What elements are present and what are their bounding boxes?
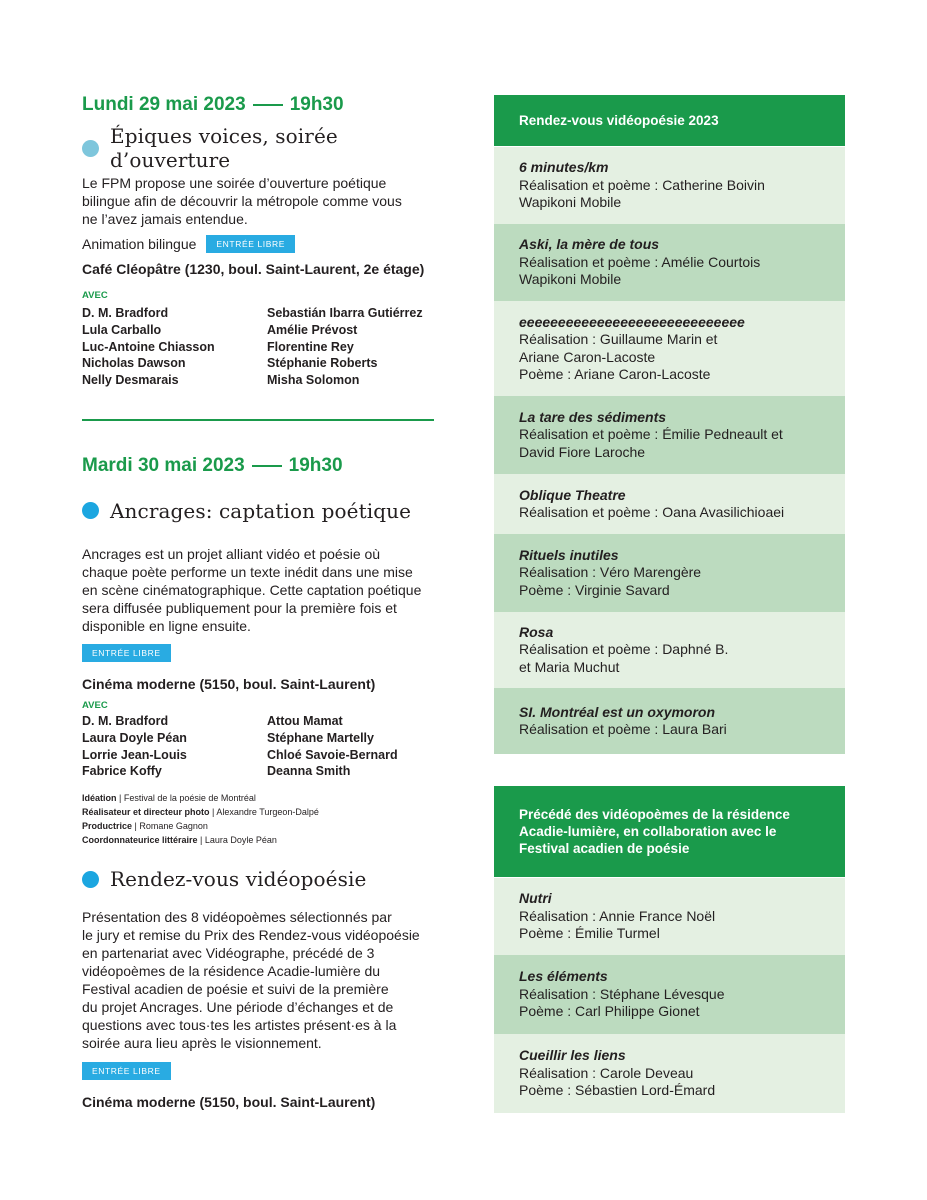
credit-name: Festival de la poésie de Montréal	[123, 793, 256, 804]
video-title: Les éléments	[519, 968, 608, 985]
bullet-dot-icon	[82, 140, 99, 157]
video-credit: Poème : Carl Philippe Gionet	[519, 1003, 700, 1020]
video-entry	[494, 224, 845, 301]
avec-label: AVEC	[82, 699, 108, 711]
description-line: en partenariat avec Vidéographe, précédé de 3	[82, 945, 375, 962]
video-credit: Réalisation : Annie France Noël	[519, 907, 716, 924]
credit-line	[82, 820, 434, 834]
description-line: sera diffusée publiquement pour la première fois et	[82, 599, 397, 616]
video-credit: Réalisation et poème : Daphné B.	[519, 641, 729, 658]
artist-name: Lula Carballo	[82, 322, 162, 337]
artist-name: Sebastián Ibarra Gutiérrez	[267, 306, 423, 320]
video-title: Oblique Theatre	[519, 486, 626, 503]
description-line: Ancrages est un projet alliant vidéo et poésie où	[82, 545, 381, 562]
video-title: Rituels inutiles	[519, 546, 619, 563]
artist-name: D. M. Bradford	[82, 713, 169, 728]
event-title-row-epiques	[82, 124, 434, 172]
credit-line	[82, 806, 434, 820]
program-left-column	[82, 92, 434, 1110]
credit-name: Romane Gagnon	[139, 820, 208, 831]
event-title: Ancrages: captation poétique	[110, 498, 412, 523]
video-credit: Poème : Sébastien Lord-Émard	[519, 1082, 716, 1099]
video-entry	[494, 878, 845, 955]
animation-label: Animation bilingue	[82, 236, 197, 252]
credit-line	[82, 792, 434, 806]
video-entry	[494, 534, 845, 612]
description-line: Le FPM propose une soirée d’ouverture poétique	[82, 175, 387, 191]
event-title-row-videopoesie	[82, 865, 434, 893]
artist-name: Luc-Antoine Chiasson	[82, 339, 215, 354]
avec-label: AVEC	[82, 290, 108, 301]
video-title: SI. Montréal est un oxymoron	[519, 703, 716, 720]
artist-name: Florentine Rey	[267, 339, 354, 354]
bullet-dot-icon	[82, 871, 99, 888]
free-entry-badge: ENTRÉE LIBRE	[206, 235, 295, 253]
video-entry	[494, 474, 845, 534]
video-credit: Poème : Ariane Caron-Lacoste	[519, 366, 711, 382]
videopoesie-2023-header: Rendez-vous vidéopoésie 2023	[494, 95, 845, 146]
venue: Cinéma moderne (5150, boul. Saint-Laurent)	[82, 1094, 376, 1111]
credit-separator: |	[116, 793, 124, 804]
video-credit: Réalisation : Guillaume Marin et	[519, 331, 718, 347]
artist-name: Fabrice Koffy	[82, 764, 162, 779]
video-credit: Ariane Caron-Lacoste	[519, 348, 656, 365]
video-credit: Réalisation et poème : Oana Avasilichioaei	[519, 504, 785, 520]
section-divider	[82, 419, 434, 421]
video-title: Nutri	[519, 890, 552, 907]
video-credit: Poème : Virginie Savard	[519, 581, 670, 598]
video-credit: Réalisation : Carole Deveau	[519, 1064, 694, 1081]
acadie-lumiere-header	[494, 786, 845, 877]
credit-role: Coordonnateurice littéraire	[82, 834, 198, 845]
description-line: du projet Ancrages. Une période d’échanges et de	[82, 999, 394, 1016]
video-credit: Réalisation : Stéphane Lévesque	[519, 985, 725, 1002]
artist-name: D. M. Bradford	[82, 306, 169, 320]
video-entry	[494, 147, 845, 224]
header-line: Acadie-lumière, en collaboration avec le	[519, 824, 777, 839]
video-entry	[494, 396, 845, 474]
date-heading-monday	[82, 92, 434, 118]
header-line: Festival acadien de poésie	[519, 841, 690, 856]
artist-name: Deanna Smith	[267, 764, 351, 779]
video-credit: Réalisation et poème : Amélie Courtois	[519, 253, 761, 270]
video-entry	[494, 301, 845, 396]
venue: Cinéma moderne (5150, boul. Saint-Laurent)	[82, 675, 376, 692]
venue: Café Cléopâtre (1230, boul. Saint-Laurent, 2e étage)	[82, 261, 425, 277]
event-description	[82, 545, 434, 635]
free-entry-badge: ENTRÉE LIBRE	[82, 644, 171, 662]
video-credit: Poème : Émilie Turmel	[519, 925, 660, 942]
video-title: La tare des sédiments	[519, 408, 667, 425]
event-description	[82, 908, 434, 1052]
video-credit: Wapikoni Mobile	[519, 271, 622, 288]
description-line: le jury et remise du Prix des Rendez-vous vidéopoésie	[82, 927, 420, 944]
date-label: Mardi 30 mai 2023	[82, 454, 245, 476]
artist-name: Nicholas Dawson	[82, 356, 186, 371]
artist-name: Amélie Prévost	[267, 322, 358, 337]
credit-name: Alexandre Turgeon-Dalpé	[216, 806, 319, 817]
video-title: eeeeeeeeeeeeeeeeeeeeeeeeeeeee	[519, 313, 745, 330]
artist-name: Nelly Desmarais	[82, 373, 179, 388]
video-entry	[494, 612, 845, 688]
video-credit: Réalisation et poème : Émilie Pedneault et	[519, 426, 783, 443]
program-right-column	[494, 95, 845, 1113]
date-label: Lundi 29 mai 2023	[82, 94, 246, 115]
event-title-row-ancrages	[82, 497, 434, 525]
artist-name: Laura Doyle Péan	[82, 730, 187, 745]
credit-name: Laura Doyle Péan	[204, 834, 277, 845]
event-description	[82, 174, 434, 228]
video-entry	[494, 688, 845, 754]
artist-list	[82, 305, 434, 389]
description-line: ne l’avez jamais entendue.	[82, 211, 248, 227]
description-line: questions avec tous·tes les artistes présent·es à la	[82, 1017, 397, 1034]
video-title: Cueillir les liens	[519, 1047, 626, 1064]
video-title: Rosa	[519, 623, 554, 640]
credit-role: Idéation	[82, 793, 117, 804]
description-line: vidéopoèmes de la résidence Acadie-lumière du	[82, 963, 381, 980]
description-line: Festival acadien de poésie et suivi de la première	[82, 981, 389, 998]
time-label: 19h30	[289, 94, 344, 115]
badge-row	[82, 1061, 434, 1080]
credit-role: Réalisateur et directeur photo	[82, 806, 210, 817]
video-credit: Wapikoni Mobile	[519, 194, 622, 211]
credit-separator: |	[197, 834, 205, 845]
badge-row	[82, 643, 434, 662]
event-title: Rendez-vous vidéopoésie	[110, 867, 367, 892]
free-entry-badge: ENTRÉE LIBRE	[82, 1062, 171, 1080]
credits	[82, 792, 434, 847]
video-credit: Réalisation et poème : Catherine Boivin	[519, 176, 765, 193]
video-credit: et Maria Muchut	[519, 658, 620, 675]
description-line: soirée aura lieu après le visionnement.	[82, 1035, 322, 1052]
credit-line	[82, 834, 434, 848]
video-credit: Réalisation et poème : Laura Bari	[519, 721, 727, 737]
animation-row	[82, 235, 434, 253]
date-dash	[253, 104, 283, 106]
artist-list	[82, 713, 434, 780]
date-heading-tuesday	[82, 453, 434, 479]
video-title: Aski, la mère de tous	[519, 236, 660, 253]
description-line: Présentation des 8 vidéopoèmes sélectionnés par	[82, 909, 392, 926]
bullet-dot-icon	[82, 502, 99, 519]
description-line: bilingue afin de découvrir la métropole comme vous	[82, 193, 402, 209]
description-line: chaque poète performe un texte inédit dans une mise	[82, 563, 413, 580]
time-label: 19h30	[288, 454, 343, 476]
credit-role: Productrice	[82, 820, 133, 831]
artist-name: Chloé Savoie-Bernard	[267, 747, 398, 762]
date-dash	[252, 465, 282, 467]
description-line: en scène cinématographique. Cette captation poétique	[82, 581, 422, 598]
credit-separator: |	[132, 820, 140, 831]
video-entry	[494, 955, 845, 1034]
credit-separator: |	[209, 806, 217, 817]
artist-name: Misha Solomon	[267, 373, 360, 388]
description-line: disponible en ligne ensuite.	[82, 617, 251, 634]
header-line: Précédé des vidéopoèmes de la résidence	[519, 807, 790, 822]
event-title: Épiques voices, soirée d’ouverture	[110, 124, 338, 172]
artist-name: Stéphanie Roberts	[267, 356, 378, 371]
video-credit: David Fiore Laroche	[519, 443, 646, 460]
artist-name: Lorrie Jean-Louis	[82, 747, 187, 762]
artist-name: Stéphane Martelly	[267, 730, 374, 745]
artist-name: Attou Mamat	[267, 713, 343, 728]
video-entry	[494, 1034, 845, 1113]
video-title: 6 minutes/km	[519, 159, 609, 176]
video-credit: Réalisation : Véro Marengère	[519, 564, 702, 581]
